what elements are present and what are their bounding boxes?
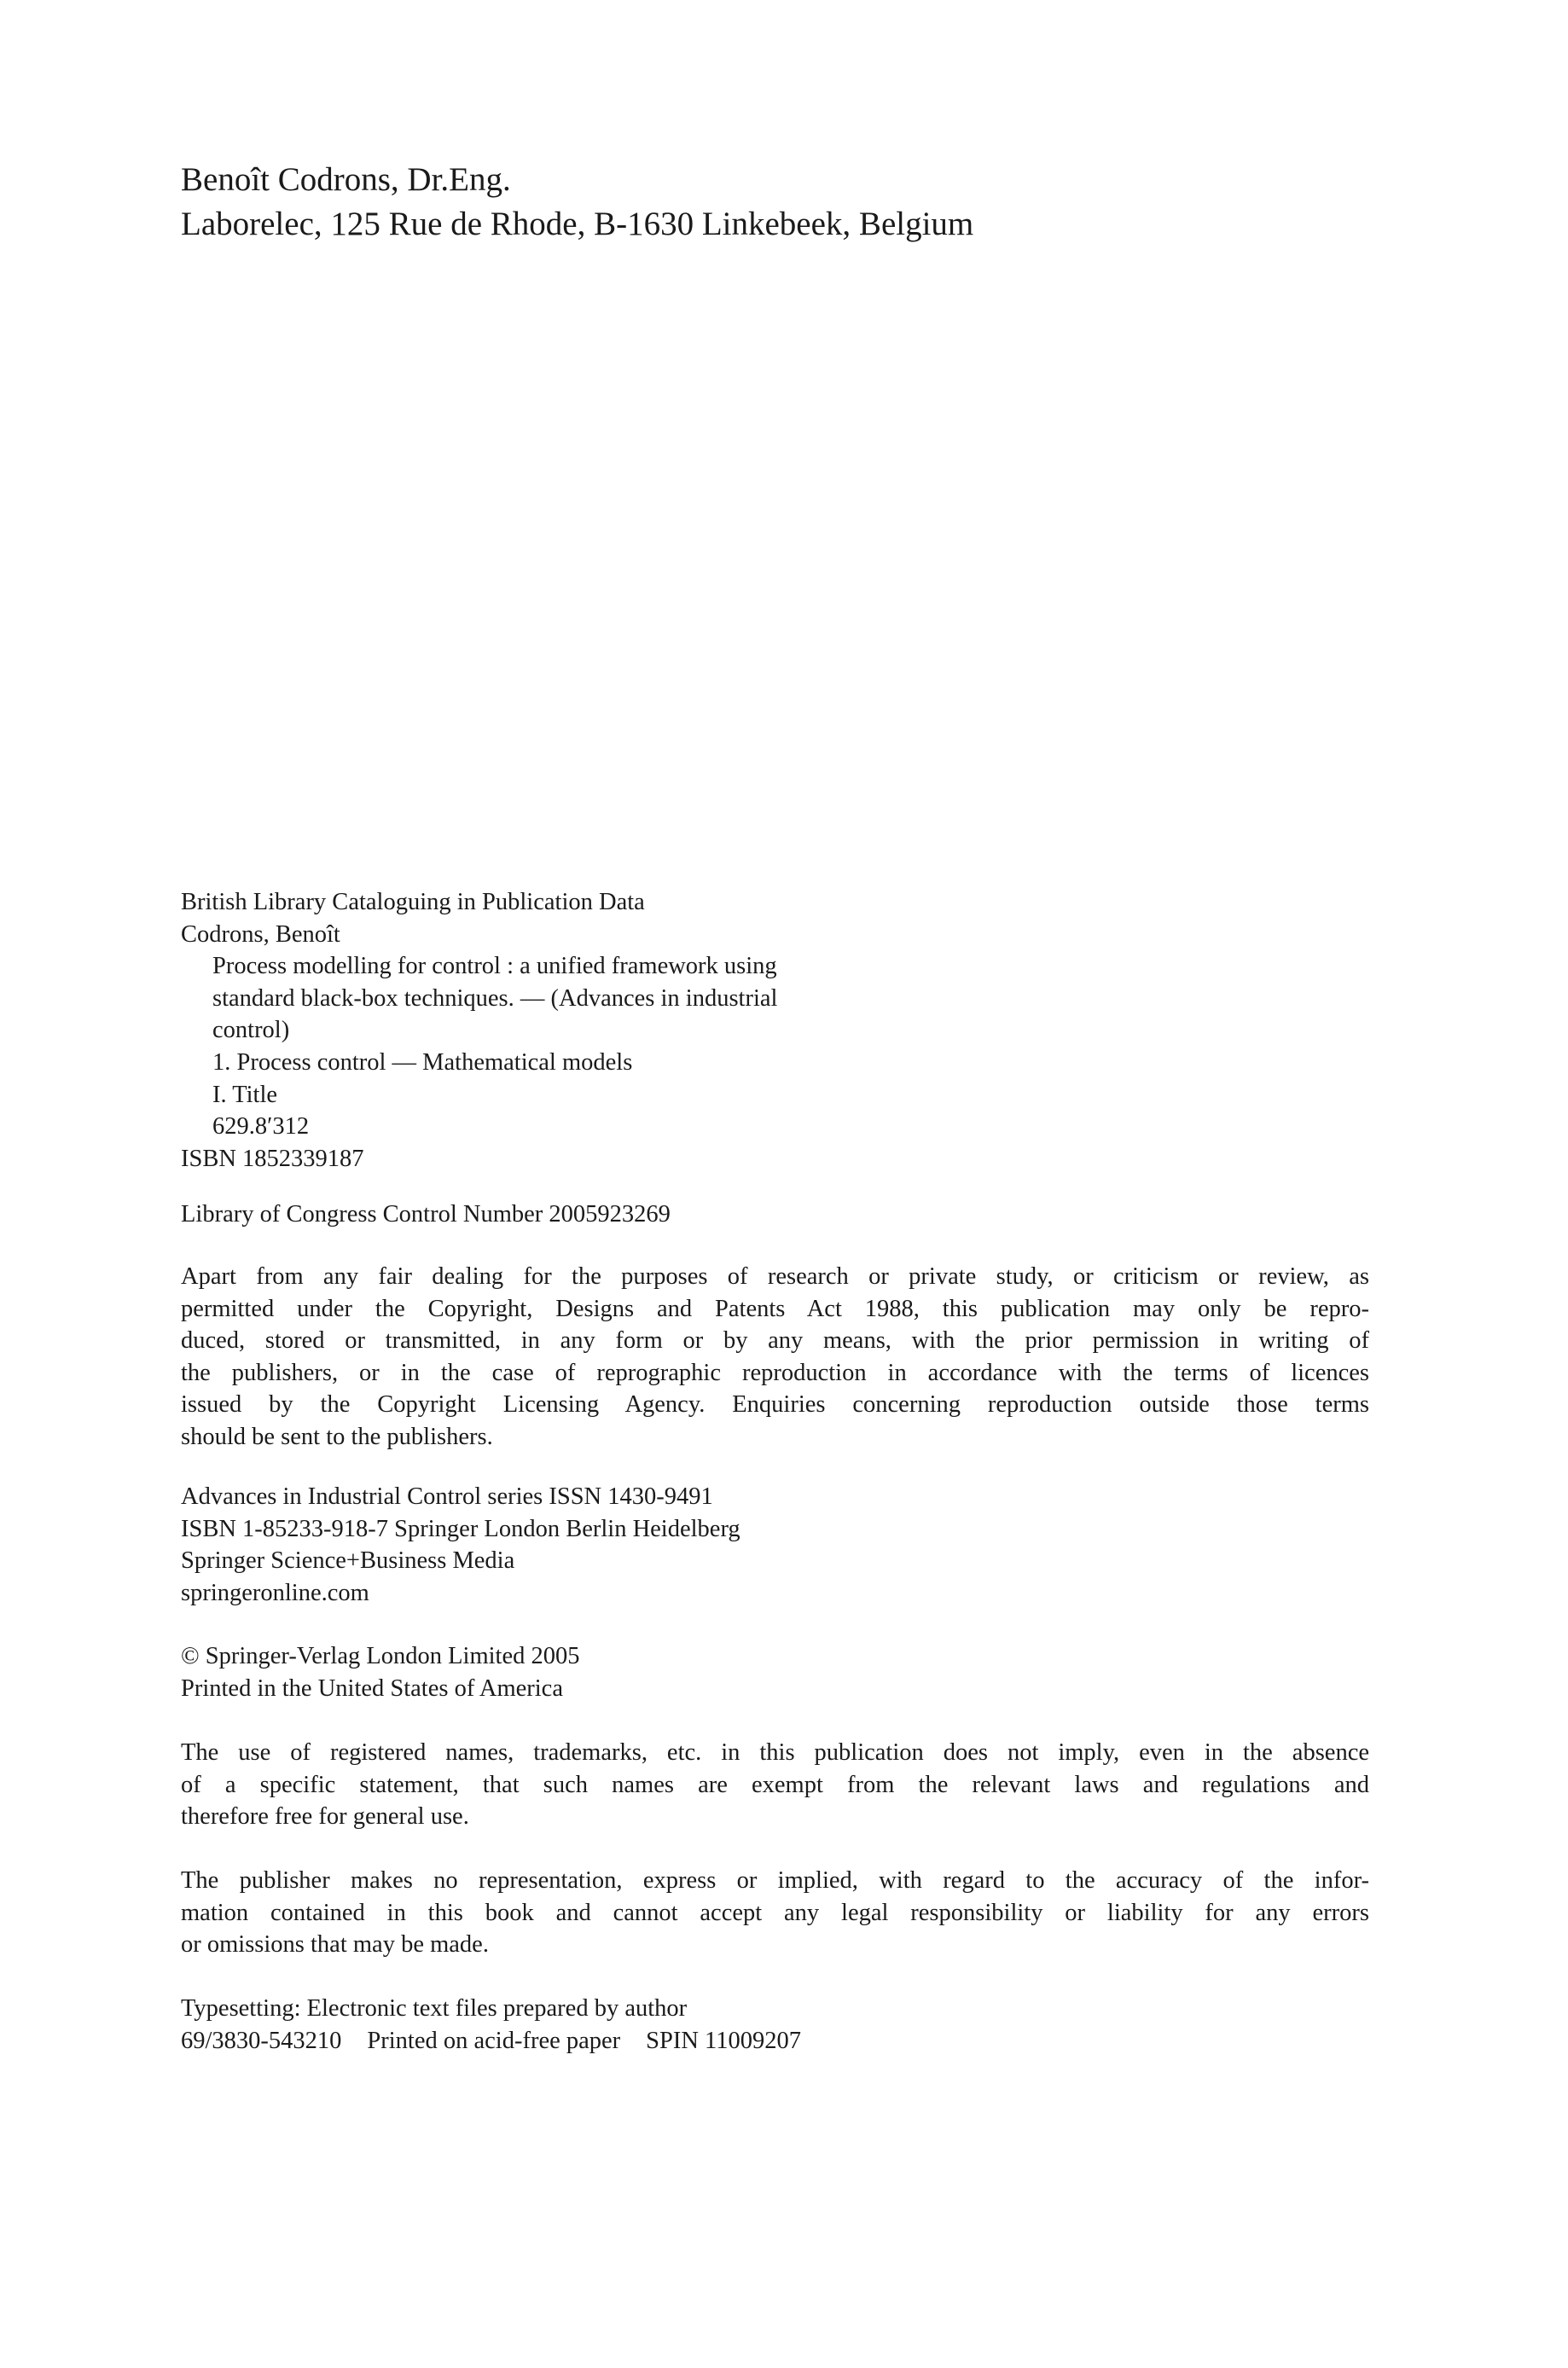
notice-line: permitted under the Copyright, Designs and Patents Act 1988, this publication may only be repro-: [181, 1295, 1369, 1322]
notice-line: or omissions that may be made.: [181, 1931, 489, 1959]
cip-title-line: Process modelling for control : a unified framework using: [212, 953, 777, 980]
publisher-name: Springer Science+Business Media: [181, 1547, 515, 1575]
liability-notice: [181, 1865, 1369, 1961]
lccn-line: Library of Congress Control Number 2005923269: [181, 1201, 671, 1228]
notice-line: should be sent to the publishers.: [181, 1423, 493, 1450]
author-name: Benoît Codrons, Dr.Eng.: [181, 161, 511, 198]
notice-line: The use of registered names, trademarks, etc. in this publication does not imply, even in the absence: [181, 1739, 1369, 1766]
cip-classification: 629.8′312: [212, 1113, 310, 1140]
cip-isbn: ISBN 1852339187: [181, 1145, 364, 1172]
copyright-info: [181, 1640, 1369, 1704]
series-issn: Advances in Industrial Control series ISSN 1430-9491: [181, 1483, 713, 1510]
production-line: [181, 2025, 1369, 2057]
printed-location: Printed in the United States of America: [181, 1674, 563, 1702]
copyright-holder: © Springer-Verlag London Limited 2005: [181, 1643, 580, 1669]
cip-author: Codrons, Benoît: [181, 920, 340, 948]
notice-line: issued by the Copyright Licensing Agency. Enquiries concerning reproduction outside those terms: [181, 1391, 1369, 1419]
notice-line: The publisher makes no representation, express or implied, with regard to the accuracy of the infor-: [181, 1867, 1369, 1894]
typesetting-line: Typesetting: Electronic text files prepared by author: [181, 1995, 688, 2022]
cip-title-entry: I. Title: [212, 1081, 278, 1108]
copyright-notice: [181, 1261, 1369, 1454]
isbn-full: ISBN 1-85233-918-7 Springer London Berlin Heidelberg: [181, 1515, 740, 1542]
notice-line: duced, stored or transmitted, in any form or by any means, with the prior permission in writing of: [181, 1327, 1369, 1355]
lccn-block: [181, 1199, 1369, 1231]
production-code: 69/3830-543210: [181, 2027, 342, 2054]
series-info: [181, 1481, 1369, 1609]
paper-note: Printed on acid-free paper: [367, 2027, 621, 2054]
author-address: Laborelec, 125 Rue de Rhode, B-1630 Linkebeek, Belgium: [181, 206, 974, 242]
publisher-website: springeronline.com: [181, 1579, 369, 1606]
trademark-notice: [181, 1737, 1369, 1833]
cip-data-block: [181, 886, 1375, 1175]
cip-title-line: standard black-box techniques. — (Advances in industrial: [212, 984, 778, 1012]
cip-subject: 1. Process control — Mathematical models: [212, 1048, 633, 1076]
notice-line: of a specific statement, that such names are exempt from the relevant laws and regulations and: [181, 1771, 1369, 1798]
notice-line: mation contained in this book and cannot accept any legal responsibility or liability for any errors: [181, 1899, 1369, 1926]
typesetting-info: [181, 1993, 1369, 2057]
cip-heading: British Library Cataloguing in Publication Data: [181, 889, 645, 915]
cip-title-line: control): [212, 1017, 290, 1044]
author-block: [181, 158, 1375, 247]
spin-number: SPIN 11009207: [646, 2027, 801, 2054]
notice-line: the publishers, or in the case of reprographic reproduction in accordance with the terms of licences: [181, 1359, 1369, 1386]
notice-line: therefore free for general use.: [181, 1803, 469, 1831]
notice-line: Apart from any fair dealing for the purposes of research or private study, or criticism or review, as: [181, 1263, 1369, 1290]
